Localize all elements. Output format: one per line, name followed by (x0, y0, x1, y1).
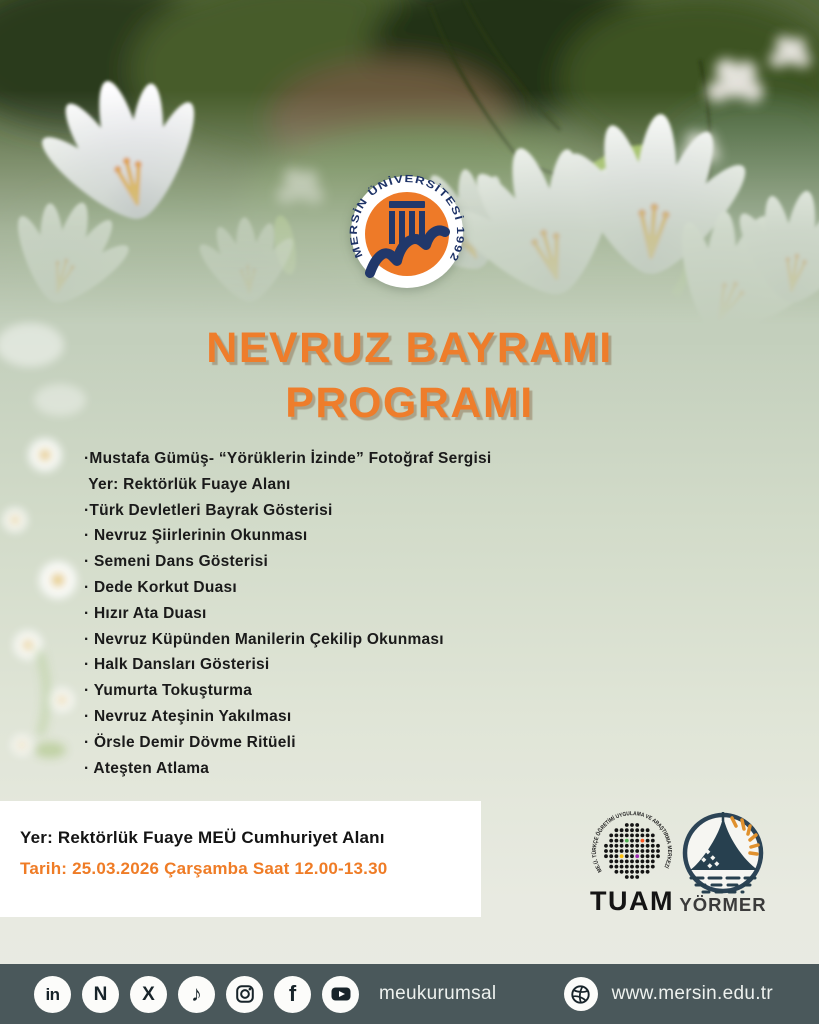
globe-glyph (570, 984, 591, 1005)
program-item: ·Türk Devletleri Bayrak Gösterisi (84, 501, 333, 519)
program-item: · Yumurta Tokuşturma (84, 682, 253, 700)
program-item: Yer: Rektörlük Fuaye Alanı (84, 475, 291, 493)
tuam-name: TUAM (590, 886, 674, 915)
program-item: ·Mustafa Gümüş- “Yörüklerin İzinde” Fotoğraf Sergisi (84, 450, 492, 467)
program-item: · Hızır Ata Duası (84, 604, 207, 622)
yormer-logo (670, 796, 780, 916)
website-globe-icon[interactable] (564, 977, 598, 1011)
title-line-2: PROGRAMI (285, 379, 534, 427)
website-url[interactable]: www.mersin.edu.tr (611, 983, 773, 1004)
facebook-icon[interactable] (274, 976, 311, 1013)
x-icon[interactable] (130, 976, 167, 1013)
website-block (564, 977, 773, 1011)
university-logo (345, 170, 469, 294)
event-location: Yer: Rektörlük Fuaye MEÜ Cumhuriyet Alanı (20, 828, 385, 847)
instagram-icon[interactable] (226, 976, 263, 1013)
program-item: · Nevruz Küpünden Manilerin Çekilip Okunması (84, 630, 444, 648)
footer-bar (0, 964, 819, 1024)
youtube-icon[interactable] (322, 976, 359, 1013)
tiktok-icon[interactable] (178, 976, 215, 1013)
program-item: · Ateşten Atlama (84, 759, 210, 777)
social-handle: meukurumsal (379, 983, 497, 1004)
event-datetime: Tarih: 25.03.2026 Çarşamba Saat 12.00-13.30 (20, 859, 388, 878)
nsosyal-glyph: N (93, 983, 108, 1005)
youtube-glyph (329, 982, 353, 1006)
instagram-glyph (234, 983, 256, 1005)
linkedin-icon[interactable] (34, 976, 71, 1013)
page-title (0, 321, 819, 431)
program-item: · Örsle Demir Dövme Ritüeli (84, 733, 296, 751)
program-item: · Halk Dansları Gösterisi (84, 656, 270, 674)
event-info-box (0, 801, 481, 917)
program-list (84, 446, 491, 781)
program-item: · Nevruz Ateşinin Yakılması (84, 707, 292, 725)
program-item: · Semeni Dans Gösterisi (84, 553, 269, 571)
x-glyph: X (142, 983, 155, 1005)
facebook-glyph: f (288, 981, 297, 1006)
title-line-1: NEVRUZ BAYRAMI (206, 324, 613, 372)
tiktok-glyph: ♪ (191, 981, 202, 1006)
yormer-name: YÖRMER (679, 894, 767, 915)
university-logo-arc-text: MERSİN ÜNİVERSİTESİ 1992 (347, 173, 467, 263)
linkedin-glyph: in (45, 984, 60, 1004)
nsosyal-icon[interactable] (82, 976, 119, 1013)
program-item: · Nevruz Şiirlerinin Okunması (84, 527, 308, 545)
tuam-dots (604, 823, 660, 879)
program-item: · Dede Korkut Duası (84, 578, 237, 596)
tuam-arc-text: ME.Ü. TÜRKÇE ÖĞRETİMİ UYGULAMA VE ARAŞTIRMA MERKEZİ (591, 811, 673, 874)
